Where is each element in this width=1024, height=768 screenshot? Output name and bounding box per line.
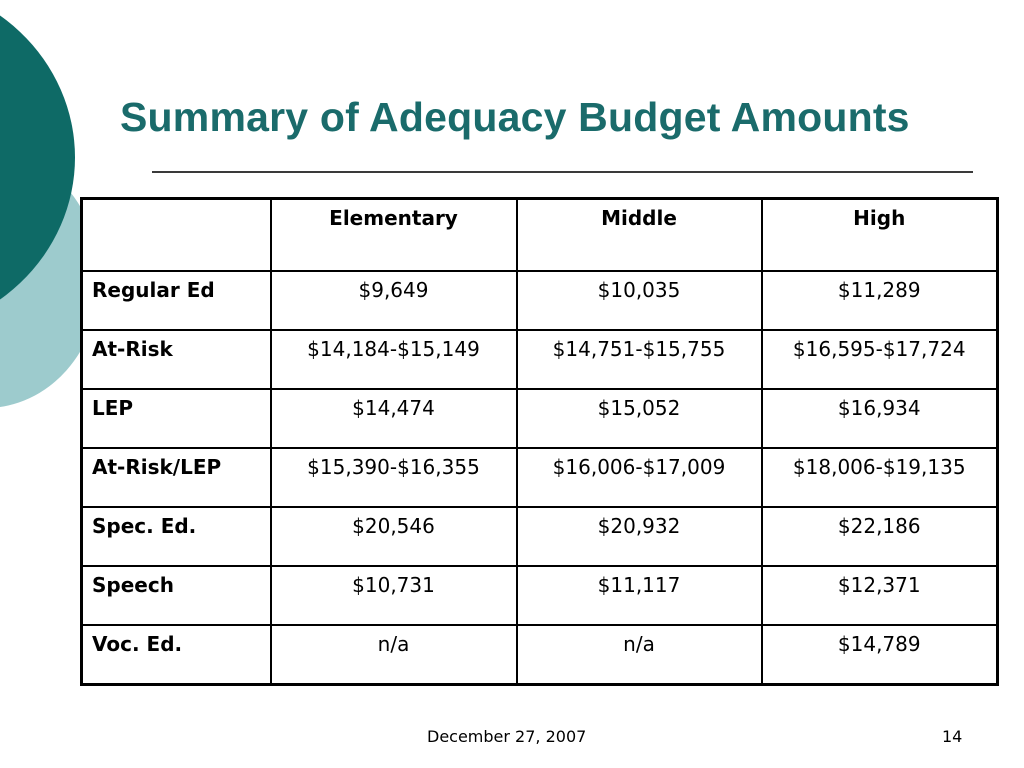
row-label: LEP bbox=[82, 389, 271, 448]
high-value: $11,289 bbox=[762, 271, 998, 330]
header-high: High bbox=[762, 199, 998, 272]
middle-value: $14,751-$15,755 bbox=[517, 330, 762, 389]
slide-title: Summary of Adequacy Budget Amounts bbox=[120, 94, 910, 140]
middle-value: $20,932 bbox=[517, 507, 762, 566]
header-empty-cell bbox=[82, 199, 271, 272]
high-value: $18,006-$19,135 bbox=[762, 448, 998, 507]
row-label: At-Risk bbox=[82, 330, 271, 389]
elementary-value: $14,474 bbox=[271, 389, 517, 448]
high-value: $14,789 bbox=[762, 625, 998, 685]
row-label: At-Risk/LEP bbox=[82, 448, 271, 507]
header-elementary: Elementary bbox=[271, 199, 517, 272]
middle-value: n/a bbox=[517, 625, 762, 685]
elementary-value: $20,546 bbox=[271, 507, 517, 566]
table-row bbox=[82, 389, 998, 448]
table-row bbox=[82, 625, 998, 685]
elementary-value: $10,731 bbox=[271, 566, 517, 625]
table-header-row bbox=[82, 199, 998, 272]
table-row bbox=[82, 507, 998, 566]
table-row bbox=[82, 330, 998, 389]
high-value: $12,371 bbox=[762, 566, 998, 625]
title-divider bbox=[152, 171, 973, 173]
table-row bbox=[82, 566, 998, 625]
high-value: $16,934 bbox=[762, 389, 998, 448]
middle-value: $10,035 bbox=[517, 271, 762, 330]
elementary-value: $14,184-$15,149 bbox=[271, 330, 517, 389]
budget-table bbox=[80, 197, 999, 686]
high-value: $22,186 bbox=[762, 507, 998, 566]
table-row bbox=[82, 448, 998, 507]
page-number: 14 bbox=[942, 727, 963, 746]
table-row bbox=[82, 271, 998, 330]
elementary-value: $15,390-$16,355 bbox=[271, 448, 517, 507]
elementary-value: $9,649 bbox=[271, 271, 517, 330]
middle-value: $11,117 bbox=[517, 566, 762, 625]
row-label: Spec. Ed. bbox=[82, 507, 271, 566]
row-label: Regular Ed bbox=[82, 271, 271, 330]
footer-date: December 27, 2007 bbox=[427, 727, 587, 746]
header-middle: Middle bbox=[517, 199, 762, 272]
middle-value: $15,052 bbox=[517, 389, 762, 448]
row-label: Speech bbox=[82, 566, 271, 625]
row-label: Voc. Ed. bbox=[82, 625, 271, 685]
high-value: $16,595-$17,724 bbox=[762, 330, 998, 389]
middle-value: $16,006-$17,009 bbox=[517, 448, 762, 507]
elementary-value: n/a bbox=[271, 625, 517, 685]
